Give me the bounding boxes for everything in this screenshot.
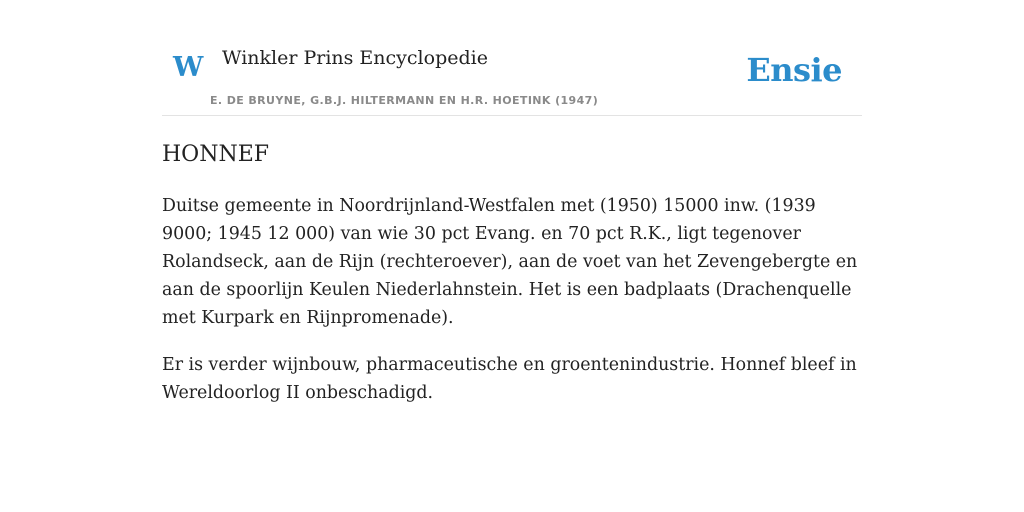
source-header [162, 40, 862, 116]
article-paragraph: Er is verder wijnbouw, pharmaceutische en groentenindustrie. Honnef bleef in Wereldoorlog II onbeschadigd. [162, 355, 857, 403]
source-logo[interactable]: W [173, 52, 204, 83]
article-paragraph: Duitse gemeente in Noordrijnland-Westfalen met (1950) 15000 inw. (1939 9000; 1945 12 000) van wie 30 pct Evang. en 70 pct R.K., ligt tegenover Rolandseck, aan de Rijn (rechteroever), aan de voet van het Zevengebergte en aan de spoorlijn Keulen Niederlahnstein. Het is een badplaats (Drachenquelle met Kurpark en Rijnpromenade). [162, 196, 858, 328]
entry-title: HONNEF [162, 142, 270, 167]
source-title[interactable]: Winkler Prins Encyclopedie [222, 47, 488, 69]
brand-logo[interactable]: Ensie [746, 51, 842, 89]
article [162, 138, 862, 407]
source-authors: E. DE BRUYNE, G.B.J. HILTERMANN EN H.R. HOETINK (1947) [210, 94, 599, 107]
